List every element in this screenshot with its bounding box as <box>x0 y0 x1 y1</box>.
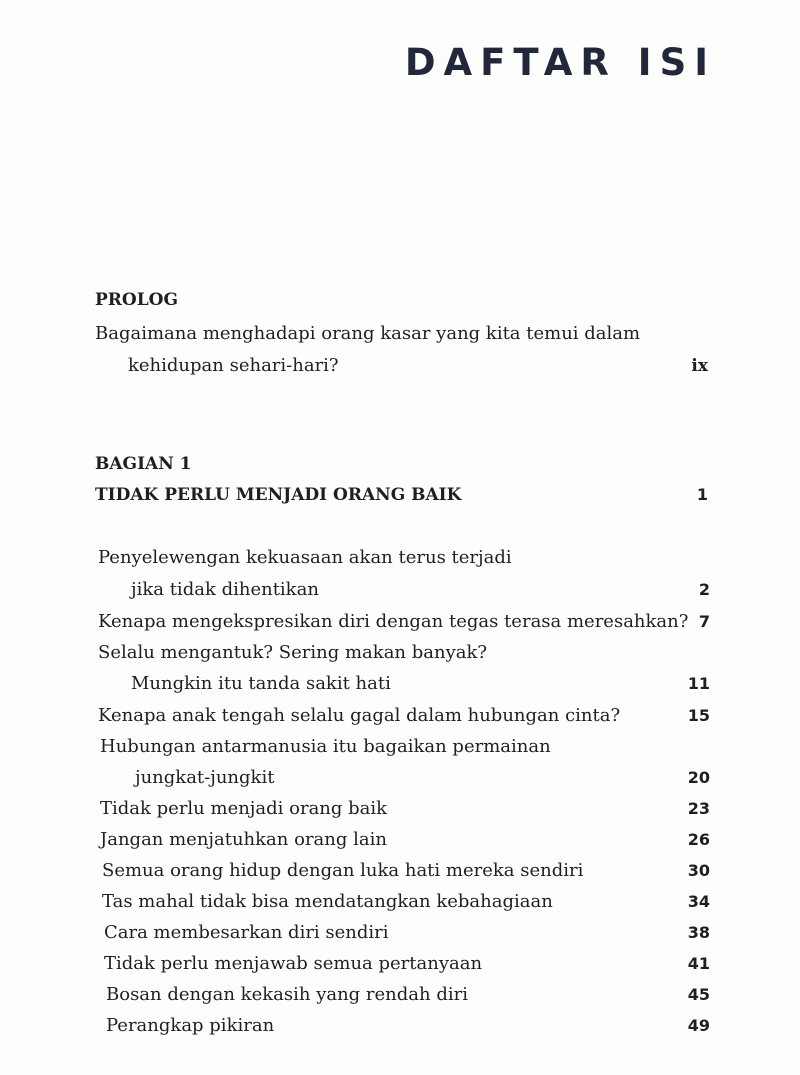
toc-entry-page: 38 <box>687 923 710 942</box>
toc-entry-text: Perangkap pikiran <box>106 1015 275 1036</box>
prolog-heading: PROLOG <box>95 290 178 310</box>
toc-entry-text: Mungkin itu tanda sakit hati <box>131 673 391 694</box>
toc-entry-text: Semua orang hidup dengan luka hati mereka sendiri <box>102 860 584 881</box>
prolog-entry-line1[interactable] <box>0 320 800 348</box>
toc-entry-text: Selalu mengantuk? Sering makan banyak? <box>98 642 488 663</box>
toc-entry-page: 26 <box>687 830 710 849</box>
toc-entry[interactable] <box>0 888 800 916</box>
prolog-heading-row <box>0 286 800 314</box>
toc-entry[interactable] <box>0 826 800 854</box>
page-title: DAFTAR ISI <box>404 41 716 84</box>
toc-entry[interactable] <box>0 608 800 636</box>
toc-entry[interactable] <box>0 795 800 823</box>
toc-entry-page: 2 <box>698 580 710 599</box>
part1-label: BAGIAN 1 <box>95 454 192 474</box>
toc-entry[interactable] <box>0 981 800 1009</box>
toc-entry-page: 23 <box>687 799 710 818</box>
toc-entry[interactable] <box>0 857 800 885</box>
prolog-text-line1: Bagaimana menghadapi orang kasar yang kita temui dalam <box>95 323 641 344</box>
toc-entry-text: Hubungan antarmanusia itu bagaikan permainan <box>100 736 551 757</box>
toc-entry-page: 49 <box>687 1016 710 1035</box>
toc-entry[interactable] <box>0 702 800 730</box>
part1-title: TIDAK PERLU MENJADI ORANG BAIK <box>95 485 462 505</box>
toc-entry-text: jika tidak dihentikan <box>131 579 319 600</box>
toc-entry-text: Kenapa anak tengah selalu gagal dalam hubungan cinta? <box>98 705 621 726</box>
toc-entry-text: Kenapa mengekspresikan diri dengan tegas terasa meresahkan? <box>98 611 689 632</box>
part1-title-row[interactable] <box>0 481 800 509</box>
toc-entry-page: 15 <box>687 706 710 725</box>
toc-entry-text: jungkat-jungkit <box>135 767 275 788</box>
toc-entry-page: 41 <box>687 954 710 973</box>
part1-page-number: 1 <box>696 485 708 504</box>
prolog-entry-line2[interactable] <box>0 352 800 380</box>
prolog-page-number: ix <box>691 356 708 376</box>
toc-entry[interactable] <box>0 639 800 667</box>
toc-entry-text: Bosan dengan kekasih yang rendah diri <box>106 984 468 1005</box>
toc-entry-continuation[interactable] <box>0 670 800 698</box>
prolog-text-line2: kehidupan sehari-hari? <box>128 355 339 376</box>
toc-entry-text: Tas mahal tidak bisa mendatangkan kebahagiaan <box>102 891 553 912</box>
toc-entry[interactable] <box>0 733 800 761</box>
part1-label-row <box>0 450 800 478</box>
toc-entry[interactable] <box>0 950 800 978</box>
toc-entry[interactable] <box>0 544 800 572</box>
toc-entry-page: 11 <box>687 674 710 693</box>
toc-entry-text: Jangan menjatuhkan orang lain <box>100 829 387 850</box>
toc-entry-text: Cara membesarkan diri sendiri <box>104 922 389 943</box>
toc-entry-page: 30 <box>687 861 710 880</box>
toc-entry-page: 20 <box>687 768 710 787</box>
toc-entry-continuation[interactable] <box>0 764 800 792</box>
toc-entry-page: 7 <box>698 612 710 631</box>
toc-entry-text: Penyelewengan kekuasaan akan terus terjadi <box>98 547 512 568</box>
toc-entry-page: 34 <box>687 892 710 911</box>
toc-entry-text: Tidak perlu menjadi orang baik <box>100 798 388 819</box>
toc-entry[interactable] <box>0 1012 800 1040</box>
toc-entry[interactable] <box>0 919 800 947</box>
toc-entry-page: 45 <box>687 985 710 1004</box>
toc-entry-text: Tidak perlu menjawab semua pertanyaan <box>104 953 483 974</box>
toc-entry-continuation[interactable] <box>0 576 800 604</box>
